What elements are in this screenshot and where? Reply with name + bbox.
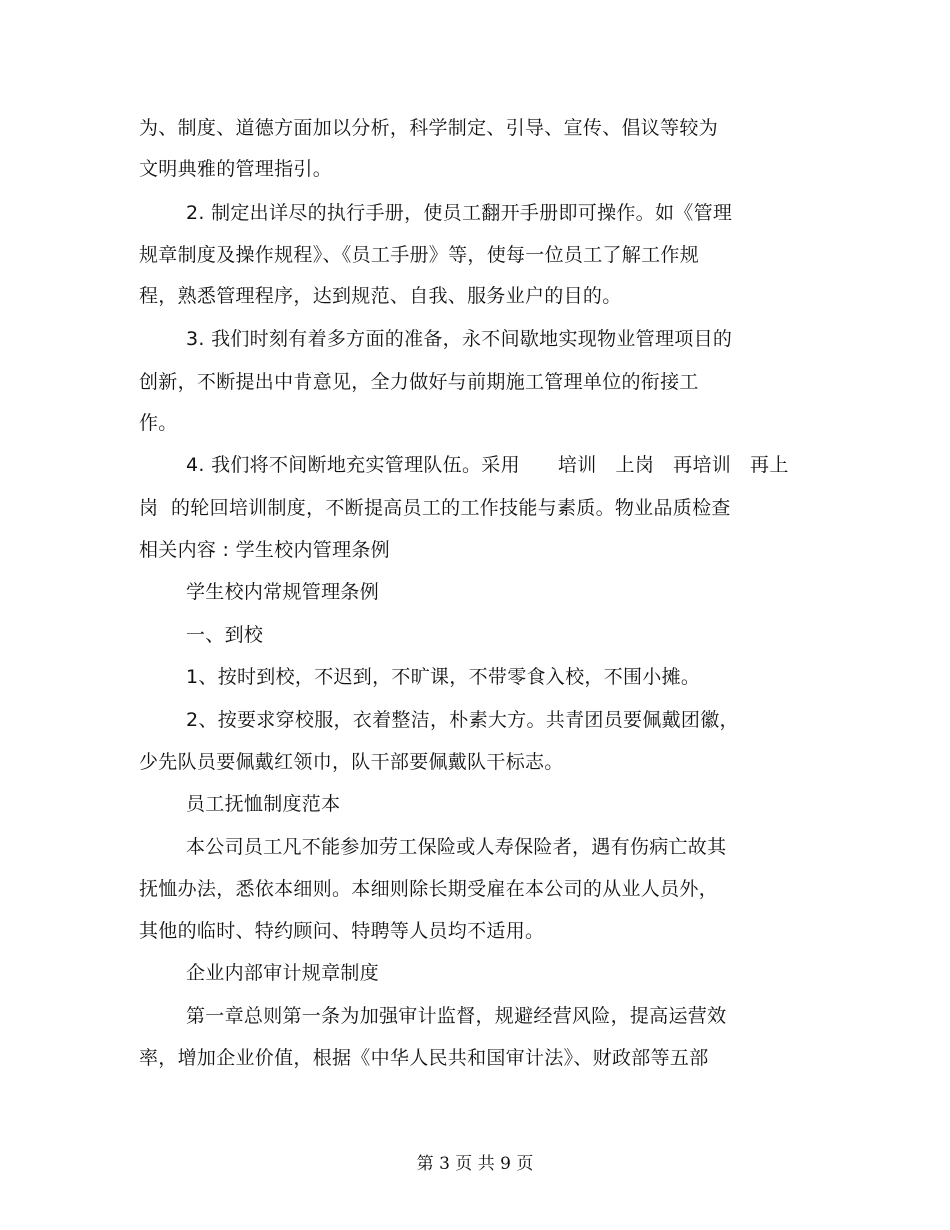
text-line: 抚恤办法，悉依本细则。本细则除长期受雇在本公司的从业人员外，	[139, 878, 719, 900]
text-line: 少先队员要佩戴红领巾，队干部要佩戴队干标志。	[139, 751, 564, 773]
text-line: 文明典雅的管理指引。	[139, 158, 333, 180]
text-line: 作。	[139, 412, 178, 434]
text-line: 相关内容 : 学生校内管理条例	[139, 539, 390, 561]
section-heading: 学生校内常规管理条例	[186, 581, 380, 603]
page-number-footer: 第 3 页 共 9 页	[416, 1154, 534, 1174]
text-line: 1、按时到校，不迟到，不旷课，不带零食入校，不围小摊。	[186, 666, 701, 688]
text-line: 岗 的轮回培训制度，不断提高员工的工作技能与素质。物业品质检查	[139, 497, 731, 519]
text-line: 规章制度及操作规程》、《员工手册》等，使每一位员工了解工作规	[139, 244, 700, 266]
text-line: 3. 我们时刻有着多方面的准备，永不间歇地实现物业管理项目的	[186, 328, 733, 350]
text-line: 2、按要求穿校服，衣着整洁，朴素大方。共青团员要佩戴团徽，	[186, 709, 739, 731]
text-line: 本公司员工凡不能参加劳工保险或人寿保险者，遇有伤病亡故其	[186, 836, 727, 858]
text-line: 4. 我们将不间断地充实管理队伍。采用 培训 上岗 再培训 再上	[186, 454, 789, 476]
text-line: 程，熟悉管理程序，达到规范、自我、服务业户的目的。	[139, 285, 622, 307]
text-line: 一、到校	[186, 624, 264, 646]
section-heading: 员工抚恤制度范本	[186, 793, 341, 815]
text-line: 第一章总则第一条为加强审计监督，规避经营风险，提高运营效	[186, 1005, 727, 1027]
text-line: 为、制度、道德方面加以分析，科学制定、引导、宣传、倡议等较为	[139, 117, 719, 139]
text-line: 创新，不断提出中肯意见，全力做好与前期施工管理单位的衔接工	[139, 371, 699, 393]
text-line: 率，增加企业价值，根据《中华人民共和国审计法》、财政部等五部	[139, 1047, 709, 1069]
text-line: 其他的临时、特约顾问、特聘等人员均不适用。	[139, 920, 545, 942]
section-heading: 企业内部审计规章制度	[186, 962, 380, 984]
text-line: 2. 制定出详尽的执行手册，使员工翻开手册即可操作。如《管理	[186, 202, 733, 224]
